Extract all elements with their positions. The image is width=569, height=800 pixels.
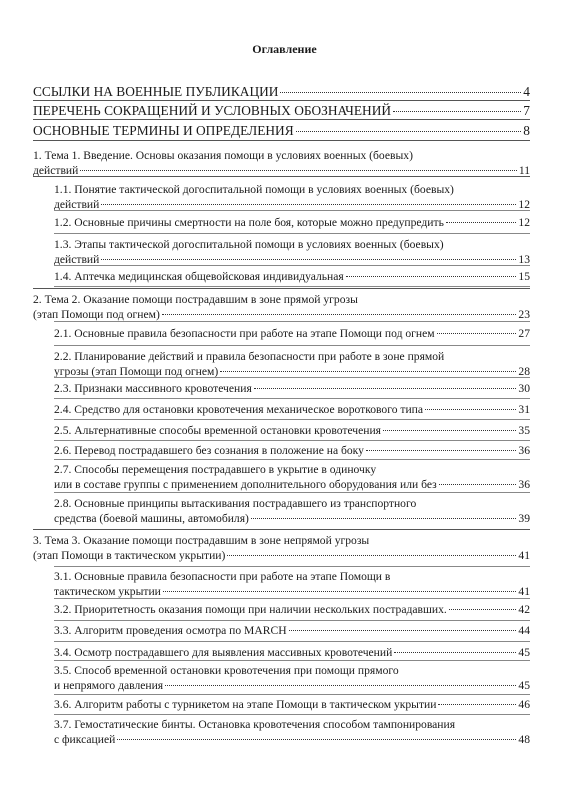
toc-entry[interactable] — [54, 349, 530, 379]
leader-dots — [425, 409, 516, 410]
toc-entry-text-line1: 3.1. Основные правила безопасности при работе на этапе Помощи в — [54, 570, 391, 583]
entry-divider — [54, 419, 530, 420]
toc-entry-text-line1: 3.5. Способ временной остановки кровотечения при помощи прямого — [54, 664, 399, 677]
toc-entry[interactable] — [33, 102, 530, 119]
toc-page-number: 8 — [523, 123, 530, 138]
toc-entry[interactable] — [33, 292, 530, 322]
toc-entry-line — [54, 381, 530, 396]
toc-page-number: 39 — [518, 512, 530, 525]
toc-entry[interactable] — [54, 402, 530, 417]
toc-entry-text: 2.1. Основные правила безопасности при работе на этапе Помощи под огнем — [54, 327, 435, 340]
leader-dots — [393, 111, 521, 112]
toc-entry-text-line1: 2.8. Основные принципы вытаскивания пострадавшего из транспортного — [54, 497, 417, 510]
leader-dots — [227, 555, 516, 556]
toc-page-number: 31 — [518, 403, 530, 416]
toc-entry-line — [54, 584, 530, 599]
leader-dots — [101, 259, 516, 260]
toc-entry[interactable] — [54, 496, 530, 526]
entry-divider — [54, 321, 530, 322]
leader-dots — [220, 371, 516, 372]
leader-dots — [162, 314, 517, 315]
entry-divider — [54, 492, 530, 493]
toc-page-number: 36 — [518, 478, 530, 491]
entry-divider — [54, 233, 530, 234]
leader-dots — [254, 388, 517, 389]
toc-entry-line — [54, 511, 530, 526]
toc-entry-text: 3.3. Алгоритм проведения осмотра по MARCH — [54, 624, 287, 637]
toc-entry[interactable] — [54, 602, 530, 617]
section-divider — [33, 119, 530, 120]
toc-page-number: 28 — [518, 365, 530, 378]
toc-page-number: 12 — [518, 216, 530, 229]
toc-entry[interactable] — [54, 215, 530, 230]
toc-entry-text: и непрямого давления — [54, 679, 164, 692]
toc-page-number: 46 — [518, 698, 530, 711]
section-divider — [33, 288, 530, 289]
toc-entry-line — [33, 122, 530, 139]
leader-dots — [439, 484, 517, 485]
toc-entry-line — [33, 307, 530, 322]
toc-entry[interactable] — [54, 623, 530, 638]
toc-entry-line — [54, 215, 530, 230]
toc-entry-line — [54, 623, 530, 638]
toc-entry-text: ОСНОВНЫЕ ТЕРМИНЫ И ОПРЕДЕЛЕНИЯ — [33, 123, 294, 138]
entry-divider — [54, 660, 530, 661]
leader-dots — [366, 450, 516, 451]
toc-entry-text-line1: 2.2. Планирование действий и правила безопасности при работе в зоне прямой — [54, 350, 445, 363]
toc-entry[interactable] — [33, 122, 530, 139]
toc-entry-text: угрозы (этап Помощи под огнем) — [54, 365, 219, 378]
toc-entry-text: 3.4. Осмотр пострадавшего для выявления массивных кровотечений — [54, 646, 393, 659]
toc-entry-text: 1.2. Основные причины смертности на поле боя, которые можно предупредить — [54, 216, 444, 229]
toc-page-number: 36 — [518, 444, 530, 457]
leader-dots — [101, 204, 516, 205]
leader-dots — [296, 131, 522, 132]
toc-entry-line — [54, 732, 530, 747]
toc-entry[interactable] — [54, 269, 530, 284]
toc-entry-text-line1: 2. Тема 2. Оказание помощи пострадавшим в зоне прямой угрозы — [33, 293, 358, 306]
toc-entry-text-line1: 3. Тема 3. Оказание помощи пострадавшим в зоне непрямой угрозы — [33, 534, 370, 547]
entry-divider — [54, 398, 530, 399]
toc-entry[interactable] — [54, 569, 530, 599]
toc-entry-text: (этап Помощи под огнем) — [33, 308, 160, 321]
toc-entry-line — [54, 423, 530, 438]
toc-page-number: 45 — [518, 679, 530, 692]
toc-entry-text-line1: 1.1. Понятие тактической догоспитальной помощи в условиях военных (боевых) — [54, 183, 454, 196]
toc-page-number: 11 — [518, 164, 530, 177]
toc-entry-text-line1: 1. Тема 1. Введение. Основы оказания помощи в условиях военных (боевых) — [33, 149, 413, 162]
toc-entry-line — [54, 697, 530, 712]
toc-page-number: 7 — [523, 103, 530, 118]
toc-page-number: 41 — [518, 585, 530, 598]
toc-entry-line — [54, 443, 530, 458]
entry-divider — [54, 694, 530, 695]
toc-entry-text: с фиксацией — [54, 733, 116, 746]
toc-entry-text: 2.6. Перевод пострадавшего без сознания в положение на боку — [54, 444, 364, 457]
toc-page-number: 44 — [518, 624, 530, 637]
toc-entry[interactable] — [54, 663, 530, 693]
entry-divider — [54, 286, 530, 287]
toc-entry[interactable] — [33, 83, 530, 100]
leader-dots — [165, 685, 516, 686]
toc-entry-line — [33, 102, 530, 119]
toc-page-number: 35 — [518, 424, 530, 437]
toc-entry-line — [54, 602, 530, 617]
leader-dots — [383, 430, 516, 431]
toc-entry[interactable] — [54, 237, 530, 267]
leader-dots — [394, 652, 516, 653]
toc-page-number: 45 — [518, 646, 530, 659]
toc-entry[interactable] — [33, 533, 530, 563]
leader-dots — [80, 170, 516, 171]
toc-entry-text: 1.4. Аптечка медицинская общевойсковая индивидуальная — [54, 270, 344, 283]
toc-entry-text: ПЕРЕЧЕНЬ СОКРАЩЕНИЙ И УСЛОВНЫХ ОБОЗНАЧЕНИЙ — [33, 103, 392, 118]
toc-entry-text: действий — [54, 198, 100, 211]
toc-entry[interactable] — [54, 423, 530, 438]
toc-entry-text: средства (боевой машины, автомобиля) — [54, 512, 249, 525]
entry-divider — [54, 714, 530, 715]
leader-dots — [289, 630, 517, 631]
toc-page-number: 4 — [523, 84, 530, 99]
toc-page-number: 15 — [518, 270, 530, 283]
toc-entry-line — [54, 477, 530, 492]
toc-entry-line — [33, 83, 530, 100]
toc-entry[interactable] — [54, 645, 530, 660]
toc-entry-line — [54, 326, 530, 341]
toc-entry-text: 2.5. Альтернативные способы временной остановки кровотечения — [54, 424, 382, 437]
toc-entry-text: (этап Помощи в тактическом укрытии) — [33, 549, 226, 562]
toc-entry-text-line1: 1.3. Этапы тактической догоспитальной помощи в условиях военных (боевых) — [54, 238, 444, 251]
toc-entry-text: ССЫЛКИ НА ВОЕННЫЕ ПУБЛИКАЦИИ — [33, 84, 279, 99]
toc-entry-text: или в составе группы с применением дополнительного оборудования или без — [54, 478, 437, 491]
toc-entry-text-line1: 2.7. Способы перемещения пострадавшего в укрытие в одиночку — [54, 463, 377, 476]
leader-dots — [446, 222, 517, 223]
toc-title: Оглавление — [252, 42, 317, 56]
section-divider — [33, 140, 530, 141]
toc-entry[interactable] — [33, 148, 530, 178]
toc-page-number: 12 — [518, 198, 530, 211]
leader-dots — [449, 609, 517, 610]
leader-dots — [437, 333, 517, 334]
toc-entry-line — [54, 269, 530, 284]
leader-dots — [280, 92, 521, 93]
entry-divider — [54, 210, 530, 211]
leader-dots — [251, 518, 516, 519]
toc-entry[interactable] — [54, 462, 530, 492]
entry-divider — [54, 641, 530, 642]
toc-entry[interactable] — [54, 717, 530, 747]
leader-dots — [163, 591, 517, 592]
toc-entry[interactable] — [54, 381, 530, 396]
toc-entry-text: действий — [33, 164, 79, 177]
toc-entry[interactable] — [54, 182, 530, 212]
toc-entry-line — [33, 548, 530, 563]
toc-page-number: 27 — [518, 327, 530, 340]
entry-divider — [54, 440, 530, 441]
section-divider — [33, 176, 530, 177]
toc-entry-text-line1: 3.7. Гемостатические бинты. Остановка кровотечения способом тампонирования — [54, 718, 456, 731]
toc-entry[interactable] — [54, 697, 530, 712]
toc-entry-text: 2.4. Средство для остановки кровотечения механическое вороткового типа — [54, 403, 424, 416]
toc-entry-line — [54, 402, 530, 417]
toc-page-number: 48 — [518, 733, 530, 746]
leader-dots — [438, 704, 516, 705]
toc-page-number: 41 — [518, 549, 530, 562]
toc-entry-text: 2.3. Признаки массивного кровотечения — [54, 382, 252, 395]
entry-divider — [54, 377, 530, 378]
entry-divider — [54, 598, 530, 599]
toc-entry-text: действий — [54, 253, 100, 266]
leader-dots — [117, 739, 516, 740]
toc-page-number: 13 — [518, 253, 530, 266]
entry-divider — [54, 566, 530, 567]
toc-page-number: 30 — [518, 382, 530, 395]
toc-page-number: 42 — [518, 603, 530, 616]
toc-entry-line — [54, 678, 530, 693]
toc-entry[interactable] — [54, 443, 530, 458]
section-divider — [33, 529, 530, 530]
entry-divider — [54, 345, 530, 346]
entry-divider — [54, 459, 530, 460]
toc-entry-line — [54, 645, 530, 660]
toc-entry-text: тактическом укрытии — [54, 585, 161, 598]
entry-divider — [54, 265, 530, 266]
toc-entry-text: 3.6. Алгоритм работы с турникетом на этапе Помощи в тактическом укрытии — [54, 698, 437, 711]
toc-entry[interactable] — [54, 326, 530, 341]
toc-entry-text: 3.2. Приоритетность оказания помощи при наличии нескольких пострадавших. — [54, 603, 447, 616]
section-divider — [33, 100, 530, 101]
entry-divider — [54, 620, 530, 621]
toc-page-number: 23 — [518, 308, 530, 321]
leader-dots — [346, 276, 517, 277]
